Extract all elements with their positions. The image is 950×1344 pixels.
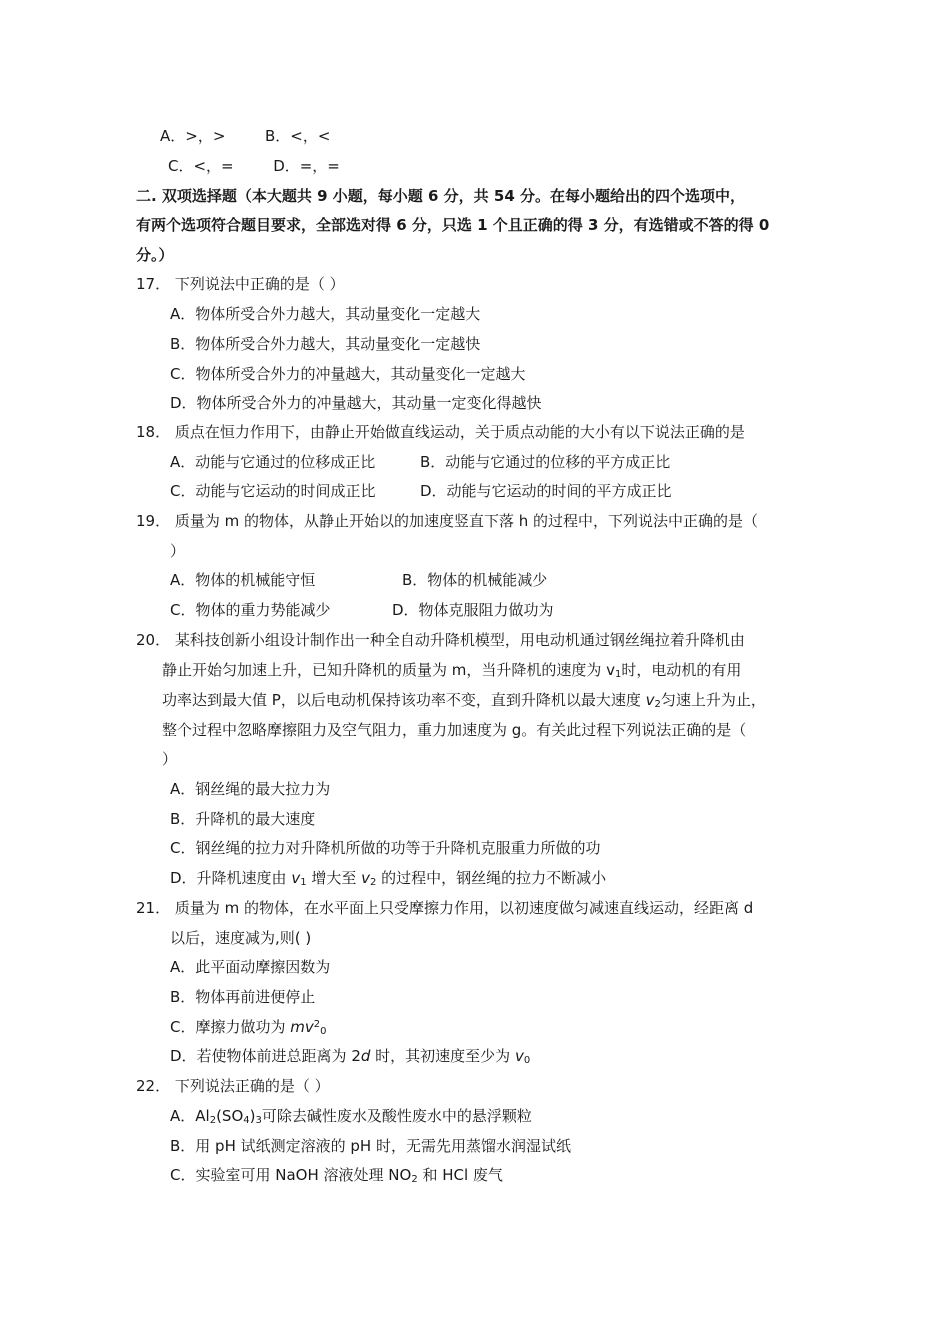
q22-option-b: B．用 pH 试纸测定溶液的 pH 时，无需先用蒸馏水润湿试纸: [170, 1137, 571, 1155]
q20-option-b: B．升降机的最大速度: [170, 810, 316, 828]
option-d: D．=，=: [273, 157, 340, 175]
q22-stem: 22． 下列说法正确的是（ ）: [136, 1077, 330, 1095]
q21-stem-line-2: 以后，速度减为,则( ): [170, 929, 312, 947]
option-row-2: [168, 156, 340, 176]
q19-option-a: A．物体的机械能守恒: [170, 571, 316, 589]
q17-stem: 17． 下列说法中正确的是（ ）: [136, 275, 345, 293]
q18-stem: 18． 质点在恒力作用下，由静止开始做直线运动，关于质点动能的大小有以下说法正确的是: [136, 423, 745, 441]
q20-stem-line-4: 整个过程中忽略摩擦阻力及空气阻力，重力加速度为 g。有关此过程下列说法正确的是（: [162, 721, 747, 739]
q21-option-d: D．若使物体前进总距离为 2d 时，其初速度至少为 $v_0$: [170, 1047, 531, 1066]
q20-option-d: D．升降机速度由 $v_1$ 增大至 $v_2$ 的过程中，钢丝绳的拉力不断减小: [170, 869, 607, 888]
section-heading-line-2: 有两个选项符合题目要求，全部选对得 6 分，只选 1 个且正确的得 3 分，有选错或不答的得 0: [136, 216, 770, 234]
q18-option-c: C．动能与它运动的时间成正比: [170, 482, 376, 500]
q21-option-a: A．此平面动摩擦因数为: [170, 958, 331, 976]
q20-stem-line-3: 功率达到最大值 P，以后电动机保持该功率不变，直到升降机以最大速度 $v_2$匀速上升为止，: [162, 691, 766, 710]
q18-option-a: A．动能与它通过的位移成正比: [170, 453, 376, 471]
q19-option-b: B．物体的机械能减少: [402, 571, 548, 589]
q20-option-a: A．钢丝绳的最大拉力为: [170, 780, 331, 798]
q17-option-b: B．物体所受合外力越大，其动量变化一定越快: [170, 335, 481, 353]
q21-stem-line-1: 21． 质量为 m 的物体，在水平面上只受摩擦力作用，以初速度做匀减速直线运动，经距离 d: [136, 899, 754, 917]
q17-option-c: C．物体所受合外力的冲量越大，其动量变化一定越大: [170, 365, 526, 383]
option-row-1: [160, 126, 330, 146]
option-c: C．<，=: [168, 157, 234, 175]
option-b: B．<，<: [264, 127, 331, 145]
section-heading-line-3: 分。）: [136, 246, 174, 264]
q18-option-b: B．动能与它通过的位移的平方成正比: [420, 453, 671, 471]
q19-stem: 19． 质量为 m 的物体，从静止开始以的加速度竖直下落 h 的过程中，下列说法中正确的是（: [136, 512, 759, 530]
q17-option-d: D．物体所受合外力的冲量越大，其动量一定变化得越快: [170, 394, 542, 412]
q20-option-c: C．钢丝绳的拉力对升降机所做的功等于升降机克服重力所做的功: [170, 839, 601, 857]
section-heading-line-1: 二. 双项选择题（本大题共 9 小题，每小题 6 分，共 54 分。在每小题给出的四个选项中，: [136, 187, 746, 205]
q19-option-d: D．物体克服阻力做功为: [392, 601, 554, 619]
q20-stem-line-2: 静止开始匀加速上升，已知升降机的质量为 m，当升降机的速度为 $v_1$时，电动机的有用: [162, 661, 742, 680]
q22-option-a: A．$Al_2(SO_4)_3$可除去碱性废水及酸性废水中的悬浮颗粒: [170, 1107, 532, 1126]
q20-stem-line-5: ）: [162, 750, 178, 768]
q19-option-c: C．物体的重力势能减少: [170, 601, 331, 619]
q17-option-a: A．物体所受合外力越大，其动量变化一定越大: [170, 305, 481, 323]
q20-stem-line-1: 20． 某科技创新小组设计制作出一种全自动升降机模型，用电动机通过钢丝绳拉着升降机由: [136, 631, 745, 649]
q19-stem-end: ）: [170, 542, 186, 560]
option-a: A．>，>: [160, 127, 226, 145]
q18-option-d: D．动能与它运动的时间的平方成正比: [420, 482, 672, 500]
q21-option-b: B．物体再前进便停止: [170, 988, 316, 1006]
q22-option-c: C．实验室可用 NaOH 溶液处理 $NO_2$ 和 HCl 废气: [170, 1166, 503, 1185]
q21-option-c: C．摩擦力做功为 $mv^2_0$: [170, 1018, 327, 1037]
